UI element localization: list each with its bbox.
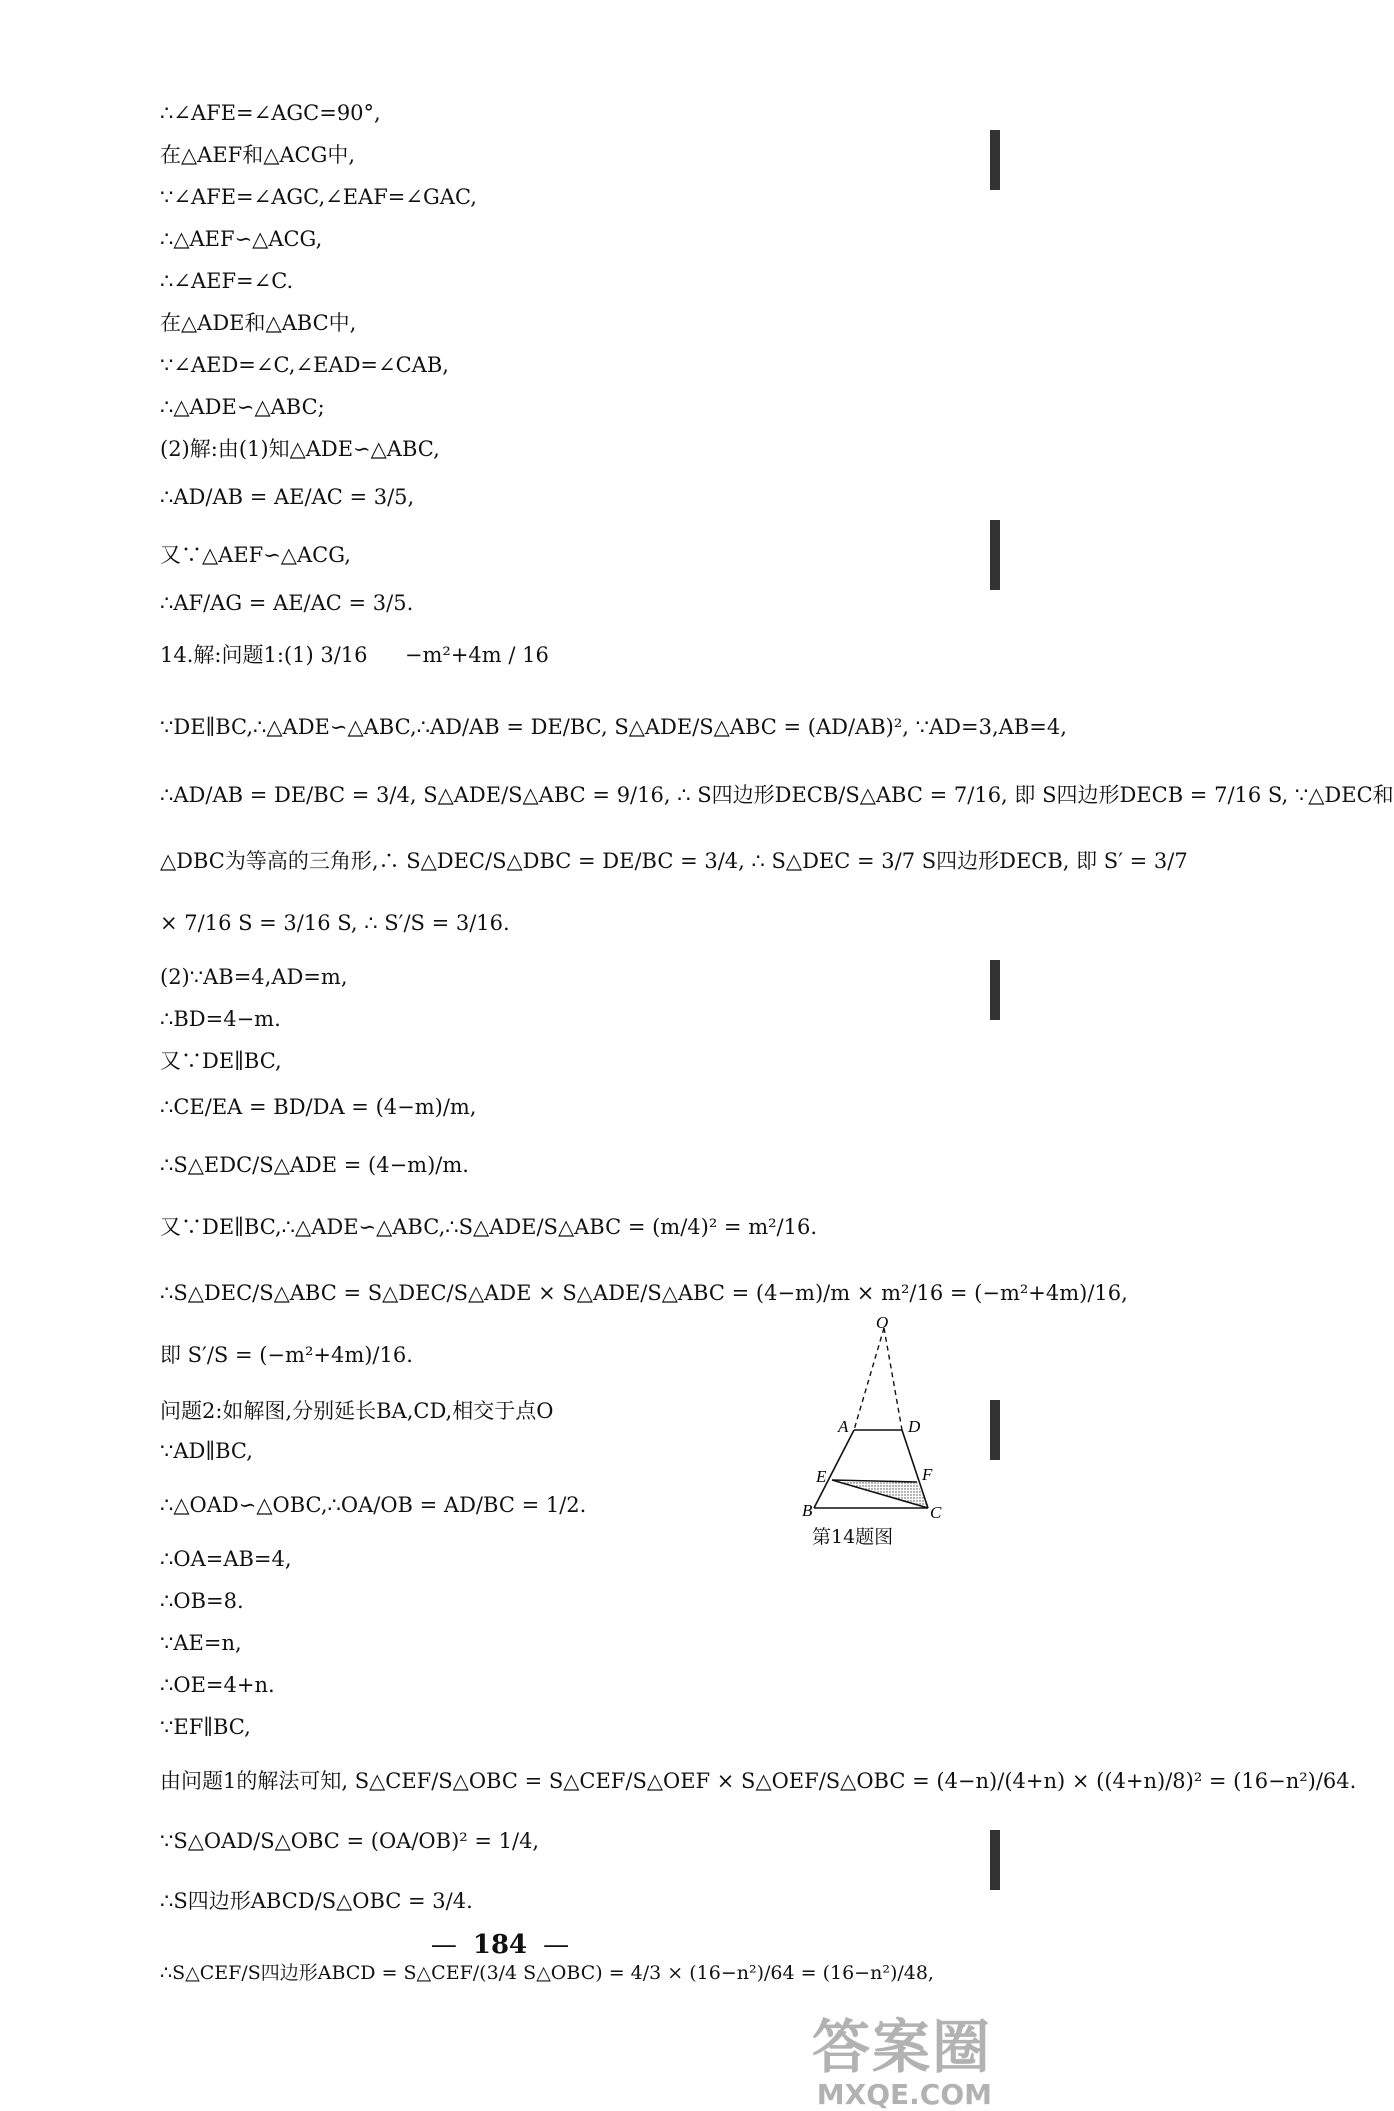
scan-edge-mark (990, 1400, 1000, 1460)
q2-line-3: ∴△OAD∽△OBC,∴OA/OB = AD/BC = 1/2. (160, 1493, 587, 1517)
scan-edge-mark (990, 1830, 1000, 1890)
q2-line-10: ∵S△OAD/S△OBC = (OA/OB)² = 1/4, (160, 1829, 540, 1853)
problem-14-label: 14.解:问题1:(1) (160, 643, 314, 667)
page-number: — 184 — (430, 1930, 570, 1960)
q2-line-9: 由问题1的解法可知, S△CEF/S△OBC = S△CEF/S△OEF × S△OEF/S△OBC = (4−n)/(4+n) × ((4+n)/8)² = (16−n²)/64. (160, 1769, 1357, 1793)
p14-line-2: ∴AD/AB = DE/BC = 3/4, S△ADE/S△ABC = 9/16, ∴ S四边形DECB/S△ABC = 7/16, 即 S四边形DECB = 7/16 S, ∵△DEC和 (160, 783, 1394, 807)
q2-line-8: ∵EF∥BC, (160, 1715, 251, 1739)
q2-line-4: ∴OA=AB=4, (160, 1547, 292, 1571)
q2-line-11: ∴S四边形ABCD/S△OBC = 3/4. (160, 1889, 473, 1913)
q2-line-7: ∴OE=4+n. (160, 1673, 275, 1697)
proof-line-9: (2)解:由(1)知△ADE∽△ABC, (160, 437, 440, 461)
label-O: O (876, 1313, 889, 1332)
proof-line-2: 在△AEF和△ACG中, (160, 143, 356, 167)
label-D: D (908, 1417, 921, 1436)
proof-line-1: ∴∠AFE=∠AGC=90°, (160, 101, 381, 125)
proof-line-6: 在△ADE和△ABC中, (160, 311, 357, 335)
again-similar-line: 又∵△AEF∽△ACG, (160, 543, 351, 567)
p14-line-10: 又∵DE∥BC,∴△ADE∽△ABC,∴S△ADE/S△ABC = (m/4)² = m²/16. (160, 1215, 817, 1239)
watermark-logo (812, 2000, 992, 2111)
watermark-text: 答案圈 (811, 2013, 992, 2081)
label-E: E (816, 1467, 827, 1486)
p14-line-11: ∴S△DEC/S△ABC = S△DEC/S△ADE × S△ADE/S△ABC = (4−m)/m × m²/16 = (−m²+4m)/16, (160, 1281, 1128, 1305)
proof-line-3: ∵∠AFE=∠AGC,∠EAF=∠GAC, (160, 185, 477, 209)
trapezoid-figure (802, 1313, 952, 1522)
scan-edge-mark (990, 520, 1000, 590)
q2-line-5: ∴OB=8. (160, 1589, 244, 1613)
q2-line-6: ∵AE=n, (160, 1631, 242, 1655)
p14-line-5: (2)∵AB=4,AD=m, (160, 965, 348, 989)
scan-edge-mark (990, 960, 1000, 1020)
q2-line-2: ∵AD∥BC, (160, 1439, 253, 1463)
label-A: A (838, 1417, 849, 1436)
p14-line-7: 又∵DE∥BC, (160, 1049, 282, 1073)
proof-line-4: ∴△AEF∽△ACG, (160, 227, 323, 251)
problem-14-header (160, 640, 549, 670)
label-F: F (922, 1465, 933, 1484)
p14-line-12: 即 S′/S = (−m²+4m)/16. (160, 1343, 413, 1367)
ratio-ad-ab-line: ∴AD/AB = AE/AC = 3/5, (160, 485, 415, 509)
q2-line-1: 问题2:如解图,分别延长BA,CD,相交于点O (160, 1399, 554, 1423)
proof-line-7: ∵∠AED=∠C,∠EAD=∠CAB, (160, 353, 449, 377)
label-C: C (930, 1503, 942, 1522)
label-B: B (802, 1501, 813, 1520)
p14-line-6: ∴BD=4−m. (160, 1007, 281, 1031)
proof-line-5: ∴∠AEF=∠C. (160, 269, 294, 293)
watermark-url: MXQE.COM (816, 2078, 992, 2111)
scan-edge-mark (990, 130, 1000, 190)
page-number-value: 184 (472, 1930, 528, 1960)
line-OA (854, 1328, 884, 1430)
p14-line-9: ∴S△EDC/S△ADE = (4−m)/m. (160, 1153, 469, 1177)
p14-line-4: × 7/16 S = 3/16 S, ∴ S′/S = 3/16. (160, 911, 510, 935)
proof-line-8: ∴△ADE∽△ABC; (160, 395, 325, 419)
p14-line-3: △DBC为等高的三角形,∴ S△DEC/S△DBC = DE/BC = 3/4, ∴ S△DEC = 3/7 S四边形DECB, 即 S′ = 3/7 (160, 849, 1188, 873)
q2-line-12: ∴S△CEF/S四边形ABCD = S△CEF/(3/4 S△OBC) = 4/3 × (16−n²)/64 = (16−n²)/48, (160, 1962, 934, 1984)
answer-1: 3/16 (320, 643, 368, 667)
ratio-af-ag-line: ∴AF/AG = AE/AC = 3/5. (160, 591, 414, 615)
line-OD (884, 1328, 902, 1430)
p14-line-1: ∵DE∥BC,∴△ADE∽△ABC,∴AD/AB = DE/BC, S△ADE/S△ABC = (AD/AB)², ∵AD=3,AB=4, (160, 715, 1067, 739)
figure-caption: 第14题图 (812, 1526, 894, 1548)
p14-line-8: ∴CE/EA = BD/DA = (4−m)/m, (160, 1095, 477, 1119)
answer-2: −m²+4m / 16 (404, 643, 549, 667)
